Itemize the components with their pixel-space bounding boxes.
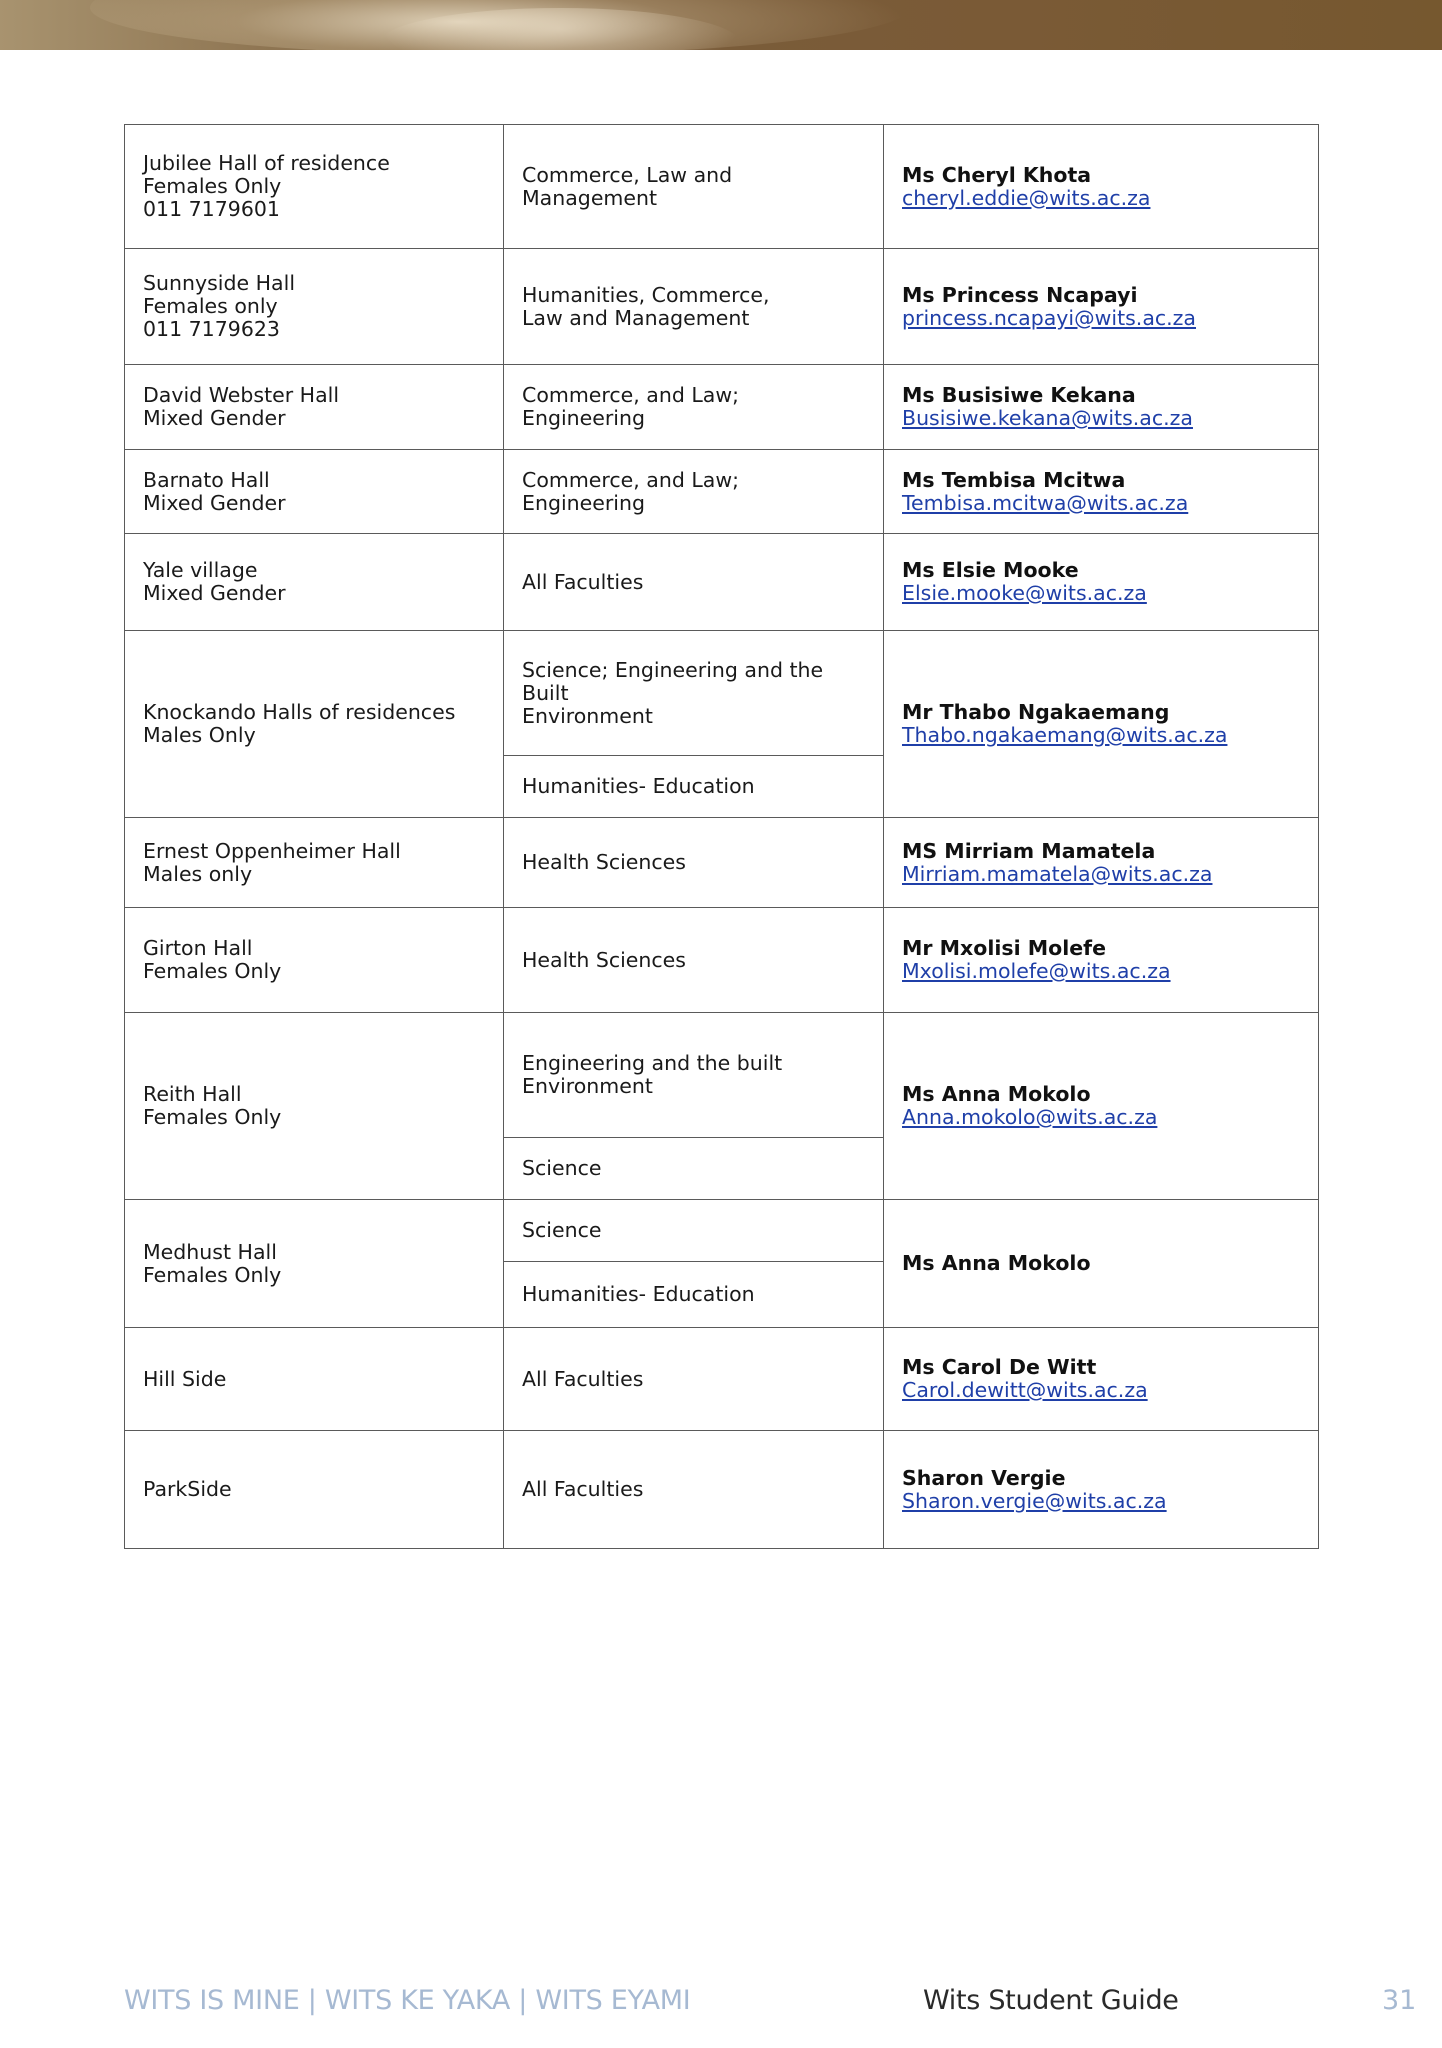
faculty-line: Science; Engineering and the Built [522,657,824,705]
faculty-line: Commerce, and Law; Engineering [522,467,740,515]
contact-name: Mr Thabo Ngakaemang [902,700,1170,724]
hall-info-line: Reith Hall [143,1082,242,1106]
table-row [125,365,1319,450]
hall-cell [125,365,504,450]
contact-cell [884,908,1319,1013]
hall-cell [125,125,504,249]
hall-cell [125,1200,504,1328]
table-row [125,1013,1319,1138]
contact-cell [884,1200,1319,1328]
table-row [125,249,1319,365]
faculty-cell [504,1262,884,1328]
hall-info-line: Ernest Oppenheimer Hall [143,838,401,863]
hall-info-line: Knockando Halls of residences [143,700,456,724]
faculty-line: Law and Management [522,305,750,330]
hall-info-line: Barnato Hall [143,467,270,492]
hall-cell [125,1431,504,1549]
contact-cell [884,534,1319,631]
faculty-line: Humanities- Education [522,1282,755,1306]
contact-name: Ms Anna Mokolo [902,1082,1091,1106]
table-row [125,1431,1319,1549]
contact-cell [884,1431,1319,1549]
hall-cell [125,534,504,631]
faculty-line: Environment [522,1074,653,1098]
header-banner [0,0,1442,50]
faculty-cell [504,450,884,534]
faculty-line: Commerce, and Law; Engineering [522,383,740,430]
contact-name: Sharon Vergie [902,1465,1066,1490]
hall-info-line: Females Only [143,1262,282,1287]
hall-cell [125,450,504,534]
page-number: 31 [1382,1985,1417,2016]
faculty-line: Management [522,185,658,210]
contact-email-link[interactable]: Busisiwe.kekana@wits.ac.za [902,406,1193,430]
faculty-line: Science [522,1218,602,1242]
faculty-cell [504,249,884,365]
hall-info-line: Females Only [143,959,282,983]
contact-name: Ms Princess Ncapayi [902,282,1138,307]
hall-cell [125,249,504,365]
faculty-cell [504,1138,884,1200]
hall-info-line: Mixed Gender [143,490,286,515]
contact-name: Ms Elsie Mooke [902,558,1079,582]
hall-info-line: Females Only [143,174,282,198]
faculty-line: Commerce, Law and [522,162,733,187]
faculty-line: Health Sciences [522,850,686,874]
hall-cell [125,1013,504,1200]
footer-slogan: WITS IS MINE | WITS KE YAKA | WITS EYAMI [124,1985,691,2016]
faculty-cell [504,125,884,249]
hall-info-line: Mixed Gender [143,406,286,430]
hall-cell [125,631,504,818]
contact-email-link[interactable]: Mxolisi.molefe@wits.ac.za [902,959,1171,983]
hall-info-line: David Webster Hall [143,383,340,407]
faculty-line: Science [522,1156,602,1180]
table-row [125,1328,1319,1431]
faculty-line: All Faculties [522,1477,644,1501]
contact-email-link[interactable]: cheryl.eddie@wits.ac.za [902,185,1151,210]
contact-email-link[interactable]: Tembisa.mcitwa@wits.ac.za [902,490,1189,515]
hall-info-line: 011 7179601 [143,197,280,221]
faculty-line: Humanities- Education [522,774,755,798]
contact-cell [884,125,1319,249]
page-footer [0,1985,1442,2025]
contact-email-link[interactable]: Thabo.ngakaemang@wits.ac.za [902,723,1228,747]
faculty-cell [504,1328,884,1431]
contact-name: Ms Cheryl Khota [902,162,1092,187]
contact-cell [884,631,1319,818]
contact-name: Ms Tembisa Mcitwa [902,467,1126,492]
faculty-cell [504,1013,884,1138]
hall-info-line: Sunnyside Hall [143,271,296,295]
hall-info-line: Females Only [143,1105,282,1129]
hall-info-line: Medhust Hall [143,1239,277,1264]
table-row [125,818,1319,908]
contact-cell [884,249,1319,365]
contact-cell [884,1013,1319,1200]
faculty-cell [504,1200,884,1262]
hall-info-line: Males only [143,861,253,886]
contact-name: Ms Busisiwe Kekana [902,383,1136,407]
faculty-line: All Faculties [522,569,644,594]
contact-email-link[interactable]: princess.ncapayi@wits.ac.za [902,305,1196,330]
hall-info-line: ParkSide [143,1477,232,1501]
faculty-cell [504,534,884,631]
table-row [125,534,1319,631]
contact-email-link[interactable]: Sharon.vergie@wits.ac.za [902,1488,1167,1513]
contact-email-link[interactable]: Mirriam.mamatela@wits.ac.za [902,861,1213,886]
faculty-cell [504,818,884,908]
contact-cell [884,1328,1319,1431]
hall-info-line: Yale village [143,558,258,582]
hall-info-line: Males Only [143,723,256,747]
faculty-line: Humanities, Commerce, [522,282,770,307]
table-row [125,631,1319,756]
contact-name: Ms Carol De Witt [902,1355,1097,1379]
table-row [125,908,1319,1013]
hall-info-line: 011 7179623 [143,317,280,341]
contact-email-link[interactable]: Carol.dewitt@wits.ac.za [902,1378,1148,1402]
contact-name: Mr Mxolisi Molefe [902,936,1107,960]
contact-cell [884,450,1319,534]
faculty-cell [504,756,884,818]
contact-email-link[interactable]: Elsie.mooke@wits.ac.za [902,581,1147,605]
hall-cell [125,908,504,1013]
faculty-line: All Faculties [522,1366,644,1391]
hall-info-line: Hill Side [143,1366,227,1391]
faculty-cell [504,908,884,1013]
hall-cell [125,818,504,908]
residence-halls-table-body [125,125,1319,1549]
faculty-cell [504,631,884,756]
faculty-cell [504,365,884,450]
contact-name: Ms Anna Mokolo [902,1251,1091,1275]
hall-info-line: Mixed Gender [143,581,286,605]
contact-name: MS Mirriam Mamatela [902,838,1156,863]
faculty-line: Health Sciences [522,947,686,972]
table-row [125,1200,1319,1262]
hall-info-line: Females only [143,294,278,318]
table-row [125,125,1319,249]
table-row [125,450,1319,534]
contact-email-link[interactable]: Anna.mokolo@wits.ac.za [902,1105,1158,1129]
hall-info-line: Jubilee Hall of residence [143,151,390,175]
contact-cell [884,365,1319,450]
faculty-line: Engineering and the built [522,1051,783,1075]
contact-cell [884,818,1319,908]
hall-info-line: Girton Hall [143,936,253,960]
footer-guide-title: Wits Student Guide [923,1985,1179,2016]
faculty-line: Environment [522,703,653,728]
residence-halls-table [124,124,1319,1549]
faculty-cell [504,1431,884,1549]
hall-cell [125,1328,504,1431]
